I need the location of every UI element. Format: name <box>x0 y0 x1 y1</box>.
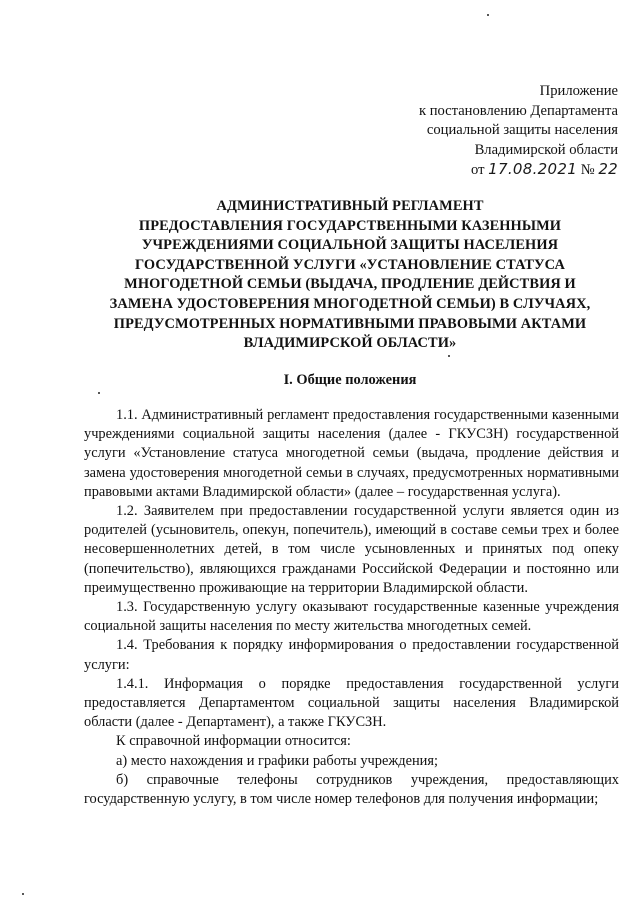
title-line: ГОСУДАРСТВЕННОЙ УСЛУГИ «УСТАНОВЛЕНИЕ СТАТУСА <box>135 256 565 273</box>
section-heading: I. Общие положения <box>283 372 417 388</box>
title-line: АДМИНИСТРАТИВНЫЙ РЕГЛАМЕНТ <box>216 198 484 214</box>
appendix-block <box>419 82 618 181</box>
title-line: МНОГОДЕТНОЙ СЕМЬИ (ВЫДАЧА, ПРОДЛЕНИЕ ДЕЙСТВИЯ И <box>124 276 576 293</box>
paragraph: 1.4. Требования к порядку информирования о предоставлении государственной услуги: <box>84 637 619 673</box>
appendix-line-2: к постановлению Департамента <box>418 102 618 119</box>
scan-speck <box>448 355 450 357</box>
paragraph: 1.1. Административный регламент предоставления государственными казенными учреждениями социальной защиты населения (далее - ГКУСЗН) государственной услуги «Установление статуса многодетной семьи (выдача, продление действия и замена удостоверения многодетной семьи в случаях, предусмотренных нормативными правовыми актами Владимирской области» (далее – государственная услуга). <box>84 407 619 500</box>
scan-speck <box>22 893 24 895</box>
paragraph: 1.4.1. Информация о порядке предоставления государственной услуги предоставляется Департаментом социальной защиты населения Владимирской области (далее - Департамент), а также ГКУСЗН. <box>84 675 619 731</box>
title-line: ВЛАДИМИРСКОЙ ОБЛАСТИ» <box>243 335 457 352</box>
appendix-number: 22 <box>598 160 618 179</box>
paragraph: 1.3. Государственную услугу оказывают государственные казенные учреждения социальной защиты населения по месту жительства многодетных семей. <box>84 599 619 635</box>
title-line: ЗАМЕНА УДОСТОВЕРЕНИЯ МНОГОДЕТНОЙ СЕМЬИ) В СЛУЧАЯХ, <box>109 295 591 312</box>
paragraph: К справочной информации относится: <box>116 733 351 750</box>
title-line: ПРЕДОСТАВЛЕНИЯ ГОСУДАРСТВЕННЫМИ КАЗЕННЫМИ <box>138 217 562 234</box>
appendix-line-3: социальной защиты населения <box>426 122 618 139</box>
scan-speck <box>98 392 100 394</box>
appendix-number-label: № <box>580 162 595 179</box>
appendix-date: 17.08.2021 <box>488 160 578 179</box>
appendix-date-line <box>419 160 618 181</box>
paragraph: б) справочные телефоны сотрудников учреждения, предоставляющих государственную услугу, в том числе номер телефонов для получения информации; <box>84 771 619 808</box>
scan-speck <box>487 14 489 16</box>
appendix-from-label: от <box>471 162 485 179</box>
document-body <box>84 406 619 809</box>
appendix-line-1: Приложение <box>539 83 618 99</box>
appendix-line-4: Владимирской области <box>474 141 618 158</box>
document-title <box>80 197 620 354</box>
title-line: ПРЕДУСМОТРЕННЫХ НОРМАТИВНЫМИ ПРАВОВЫМИ АКТАМИ <box>113 315 587 332</box>
title-line: УЧРЕЖДЕНИЯМИ СОЦИАЛЬНОЙ ЗАЩИТЫ НАСЕЛЕНИЯ <box>141 237 559 254</box>
paragraph: а) место нахождения и графики работы учреждения; <box>116 752 439 769</box>
paragraph: 1.2. Заявителем при предоставлении государственной услуги является один из родителей (усыновитель, опекун, попечитель), имеющий в составе семьи трех и более несовершеннолетних детей, в том числе усыновленных и принятых под опеку (попечительство), являющихся гражданами Российской Федерации и постоянно или преимущественно проживающие на территории Владимирской области. <box>84 503 619 596</box>
